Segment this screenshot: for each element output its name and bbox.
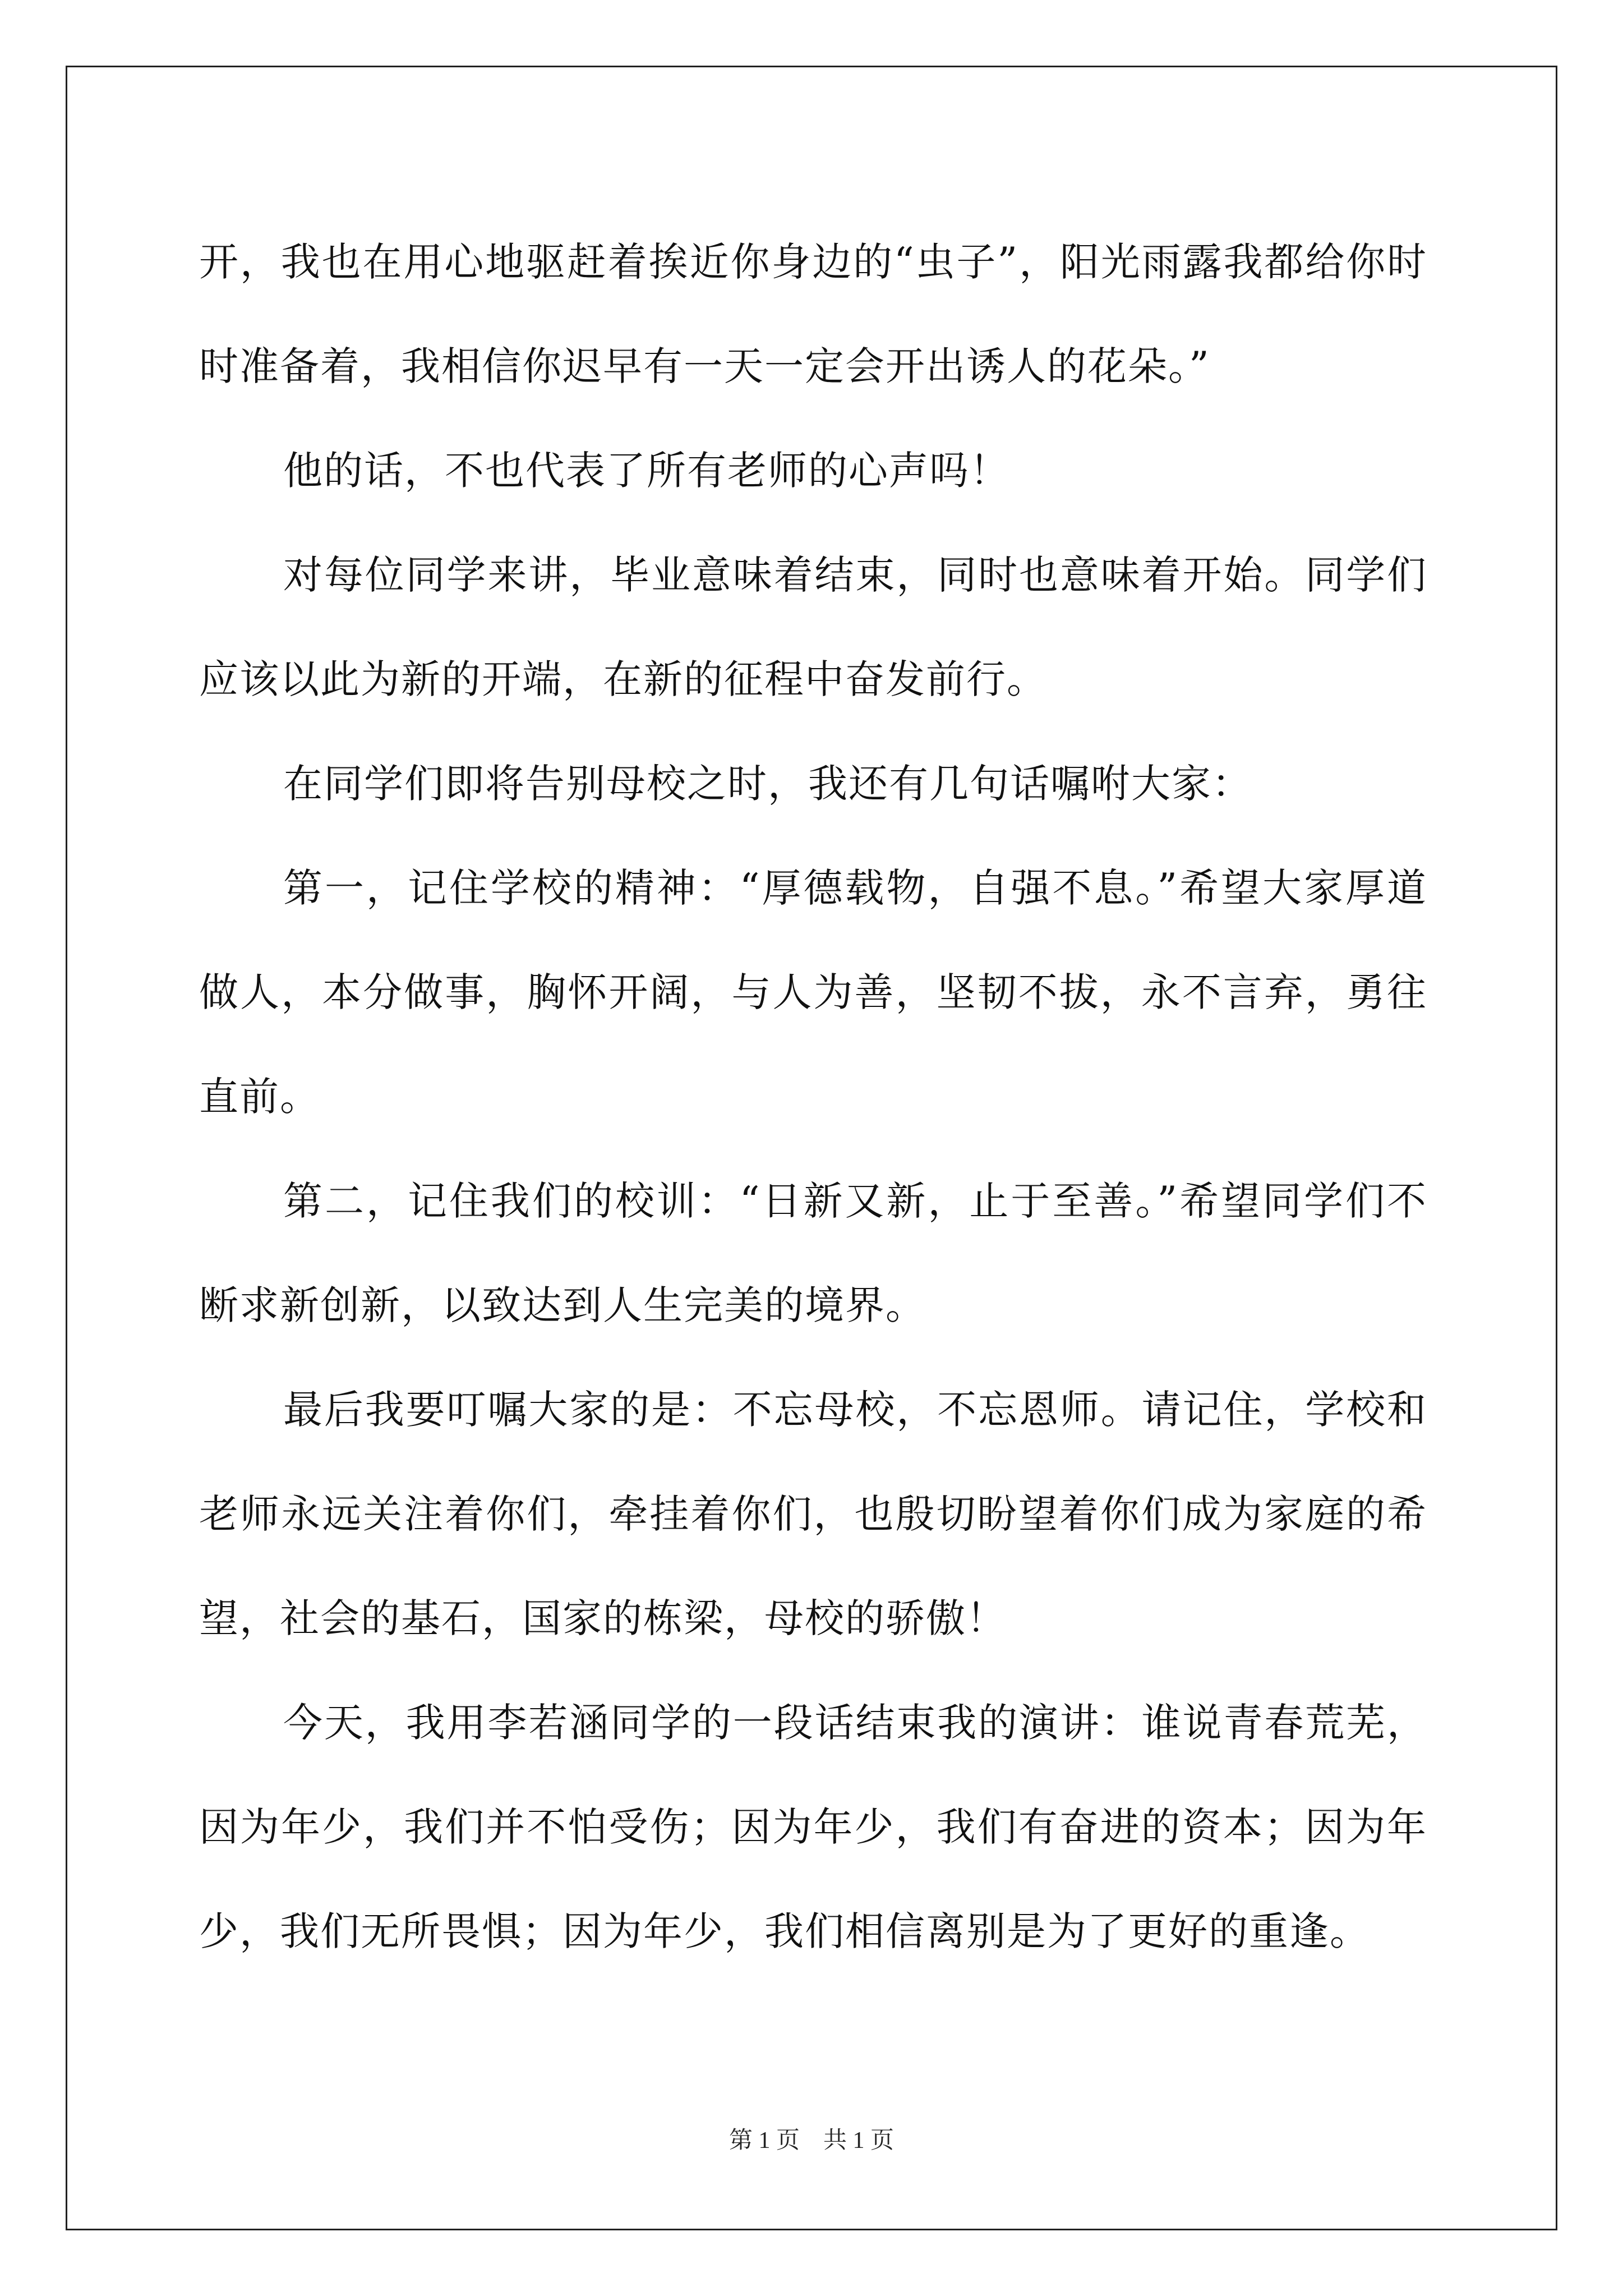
paragraph: 对每位同学来讲，毕业意味着结束，同时也意味着开始。同学们应该以此为新的开端，在新的征程中奋发前行。: [199, 552, 1427, 702]
paragraph: 在同学们即将告别母校之时，我还有几句话嘱咐大家：: [283, 761, 1252, 807]
document-body: [199, 210, 1427, 1984]
paragraph: 第一，记住学校的精神：“厚德载物，自强不息。”希望大家厚道做人，本分做事，胸怀开阔，与人为善，坚韧不拔，永不言弃，勇往直前。: [199, 865, 1427, 1120]
paragraph: 第二，记住我们的校训：“日新又新，止于至善。”希望同学们不断求新创新，以致达到人生完美的境界。: [199, 1178, 1427, 1328]
paragraph: 今天，我用李若涵同学的一段话结束我的演讲：谁说青春荒芜，因为年少，我们并不怕受伤；因为年少，我们有奋进的资本；因为年少，我们无所畏惧；因为年少，我们相信离别是为了更好的重逢。: [199, 1700, 1427, 1954]
page-number-footer: 第 1 页 共 1 页: [728, 2128, 894, 2154]
paragraph: 开，我也在用心地驱赶着挨近你身边的“虫子”，阳光雨露我都给你时时准备着，我相信你迟早有一天一定会开出诱人的花朵。”: [199, 239, 1427, 389]
paragraph: 他的话，不也代表了所有老师的心声吗！: [283, 448, 1010, 494]
paragraph: 最后我要叮嘱大家的是：不忘母校，不忘恩师。请记住，学校和老师永远关注着你们，牵挂着你们，也殷切盼望着你们成为家庭的希望，社会的基石，国家的栋梁，母校的骄傲！: [199, 1387, 1427, 1641]
